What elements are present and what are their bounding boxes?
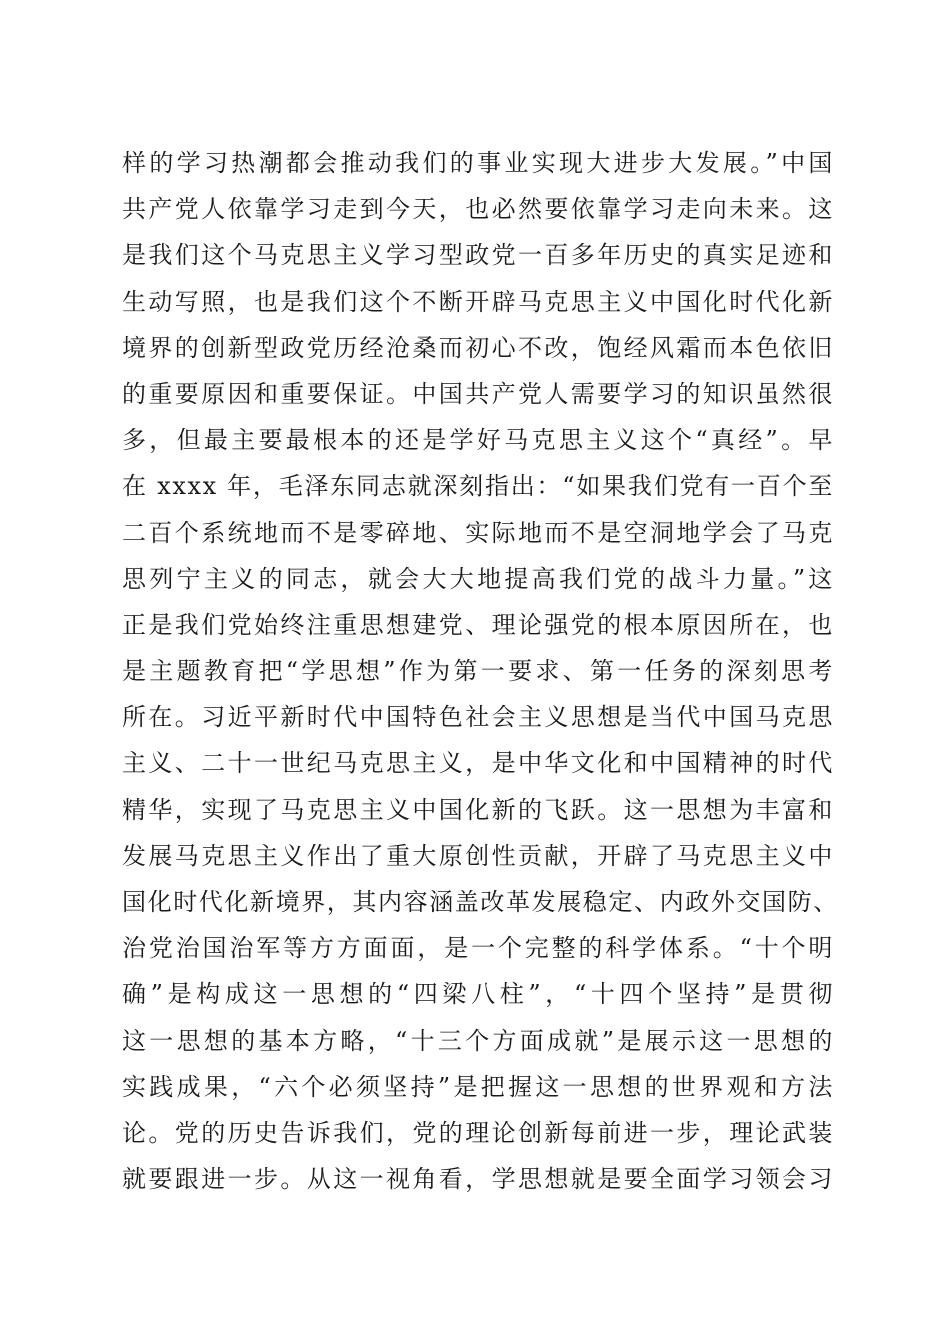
text-line: 这一思想的基本方略，“十三个方面成就”是展示这一思想的	[122, 1026, 834, 1055]
body-paragraph	[122, 140, 839, 1202]
text-line: 的重要原因和重要保证。中国共产党人需要学习的知识虽然很	[122, 379, 834, 408]
text-line: 所在。习近平新时代中国特色社会主义思想是当代中国马克思	[122, 703, 834, 732]
text-line: 正是我们党始终注重思想建党、理论强党的根本原因所在，也	[122, 610, 834, 639]
text-line: 实践成果，“六个必须坚持”是把握这一思想的世界观和方法	[122, 1072, 834, 1101]
text-line: 精华，实现了马克思主义中国化新的飞跃。这一思想为丰富和	[122, 795, 834, 824]
text-line: 在 xxxx 年，毛泽东同志就深刻指出：“如果我们党有一百个至	[122, 472, 834, 501]
text-line: 论。党的历史告诉我们，党的理论创新每前进一步，理论武装	[122, 1118, 834, 1147]
text-line: 是主题教育把“学思想”作为第一要求、第一任务的深刻思考	[122, 657, 834, 686]
text-line: 主义、二十一世纪马克思主义，是中华文化和中国精神的时代	[122, 749, 834, 778]
text-line: 就要跟进一步。从这一视角看，学思想就是要全面学习领会习	[122, 1165, 834, 1194]
text-line: 是我们这个马克思主义学习型政党一百多年历史的真实足迹和	[122, 241, 834, 270]
text-line: 二百个系统地而不是零碎地、实际地而不是空洞地学会了马克	[122, 518, 834, 547]
text-line: 境界的创新型政党历经沧桑而初心不改，饱经风霜而本色依旧	[122, 333, 834, 362]
text-line: 确”是构成这一思想的“四梁八柱”，“十四个坚持”是贯彻	[122, 980, 834, 1009]
text-line: 样的学习热潮都会推动我们的事业实现大进步大发展。”中国	[122, 149, 834, 177]
text-line: 发展马克思主义作出了重大原创性贡献，开辟了马克思主义中	[122, 841, 834, 870]
text-line: 多，但最主要最根本的还是学好马克思主义这个“真经”。早	[122, 426, 834, 455]
text-line: 治党治国治军等方方面面，是一个完整的科学体系。“十个明	[122, 934, 834, 963]
text-line: 国化时代化新境界，其内容涵盖改革发展稳定、内政外交国防、	[122, 888, 839, 916]
text-line: 共产党人依靠学习走到今天，也必然要依靠学习走向未来。这	[122, 195, 834, 224]
text-line: 生动写照，也是我们这个不断开辟马克思主义中国化时代化新	[122, 287, 834, 316]
text-line: 思列宁主义的同志，就会大大地提高我们党的战斗力量。”这	[122, 564, 834, 593]
